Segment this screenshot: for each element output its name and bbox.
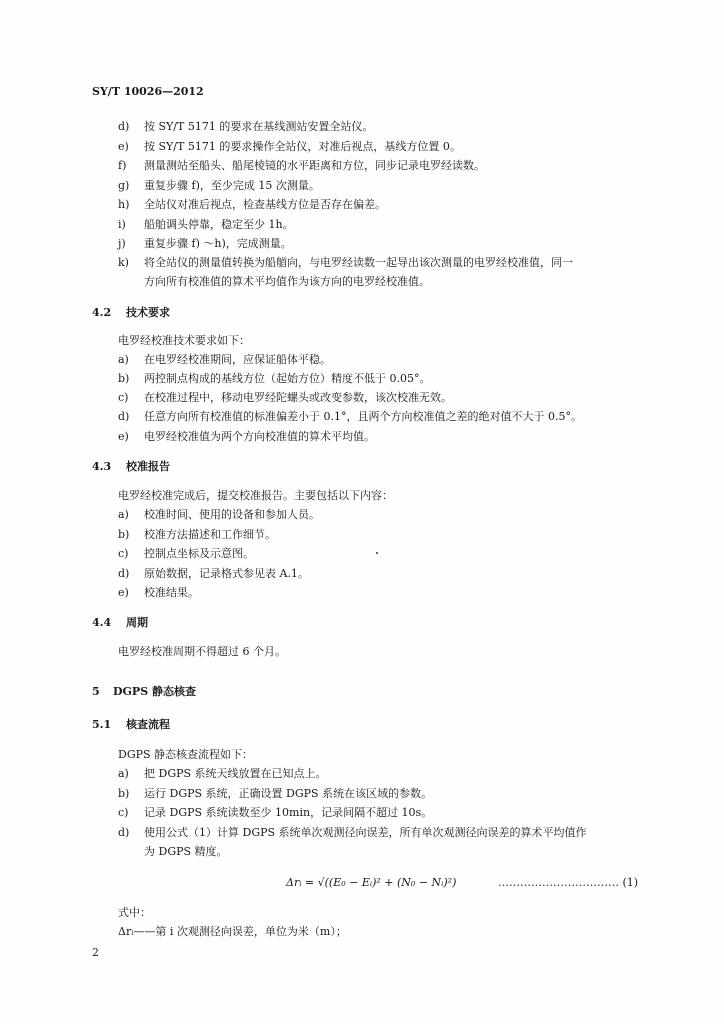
item-label: h) [118,198,130,211]
item-label: b) [118,528,130,541]
item-text: 两控制点构成的基线方位（起始方位）精度不低于 0.05°。 [144,372,431,385]
item-text: 在校准过程中，移动电罗经陀螺头或改变参数，该次校准无效。 [144,391,452,404]
section-text: 电罗经校准周期不得超过 6 个月。 [118,645,286,658]
item-text: 按 SY/T 5171 的要求操作全站仪，对准后视点，基线方位置 0。 [144,140,461,153]
item-label: e) [118,586,129,599]
page-header: SY/T 10026—2012 [92,85,204,98]
item-label: d) [118,826,130,839]
section-intro: DGPS 静态核查流程如下： [118,748,254,761]
section-number: 5 [92,685,100,698]
item-text: 校准结果。 [144,586,199,599]
section-title: 核查流程 [126,718,170,731]
item-label: a) [118,508,129,521]
section-number: 4.2 [92,306,112,319]
item-label: j) [118,237,126,250]
item-label: b) [118,372,130,385]
item-label: d) [118,120,130,133]
section-title: 校准报告 [126,460,170,473]
symbol-definition: Δrᵢ——第 i 次观测径向误差，单位为米（m）； [118,925,347,938]
item-text: 任意方向所有校准值的标准偏差小于 0.1°，且两个方向校准值之差的绝对值不大于 0.5°。 [144,410,582,423]
item-text: 原始数据，记录格式参见表 A.1。 [144,567,309,580]
item-text-continued: 为 DGPS 精度。 [144,845,228,858]
item-label: e) [118,430,129,443]
section-title: 技术要求 [126,306,170,319]
item-text: 按 SY/T 5171 的要求在基线测站安置全站仪。 [144,120,374,133]
item-text: 校准方法描述和工作细节。 [144,528,276,541]
section-title: DGPS 静态核查 [113,685,196,698]
scan-speck [376,552,378,554]
item-label: a) [118,767,129,780]
item-text: 船舶调头停靠，稳定至少 1h。 [144,218,294,231]
section-intro: 电罗经校准技术要求如下： [118,334,250,347]
item-label: a) [118,353,129,366]
item-label: f) [118,159,127,172]
item-text: 在电罗经校准期间，应保证船体平稳。 [144,353,331,366]
item-label: g) [118,179,130,192]
item-text: 测量测站至船头、船尾棱镜的水平距离和方位，同步记录电罗经读数。 [144,159,485,172]
item-label: c) [118,806,129,819]
item-label: i) [118,218,126,231]
item-label: d) [118,567,130,580]
item-text: 将全站仪的测量值转换为船艏向，与电罗经读数一起导出该次测量的电罗经校准值，同一 [144,256,573,269]
item-label: e) [118,140,129,153]
item-label: d) [118,410,130,423]
item-label: c) [118,547,129,560]
section-number: 4.4 [92,616,112,629]
item-text: 全站仪对准后视点，检查基线方位是否存在偏差。 [144,198,386,211]
section-number: 4.3 [92,460,112,473]
where-label: 式中： [118,906,151,919]
item-text: 重复步骤 f)，至少完成 15 次测量。 [144,179,320,192]
page-number: 2 [92,946,99,959]
item-text: 把 DGPS 系统天线放置在已知点上。 [144,767,327,780]
section-title: 周期 [126,616,148,629]
section-intro: 电罗经校准完成后，提交校准报告。主要包括以下内容： [118,489,393,502]
item-label: k) [118,256,129,269]
item-text: 电罗经校准值为两个方向校准值的算术平均值。 [144,430,375,443]
item-text: 运行 DGPS 系统，正确设置 DGPS 系统在该区域的参数。 [144,787,433,800]
item-text: 重复步骤 f) ～h)，完成测量。 [144,237,292,250]
item-text-continued: 方向所有校准值的算术平均值作为该方向的电罗经校准值。 [144,275,430,288]
item-text: 校准时间、使用的设备和参加人员。 [144,508,320,521]
equation-1: Δrᵢ = √((E₀ − Eᵢ)² + (N₀ − Nᵢ)²) [286,876,457,889]
item-text: 控制点坐标及示意图。 [144,547,254,560]
equation-number: …………………………… (1) [498,876,639,889]
item-text: 记录 DGPS 系统读数至少 10min，记录间隔不超过 10s。 [144,806,433,819]
item-label: b) [118,787,130,800]
section-number: 5.1 [92,718,112,731]
item-label: c) [118,391,129,404]
item-text: 使用公式（1）计算 DGPS 系统单次观测径向误差，所有单次观测径向误差的算术平均值作 [144,826,587,839]
